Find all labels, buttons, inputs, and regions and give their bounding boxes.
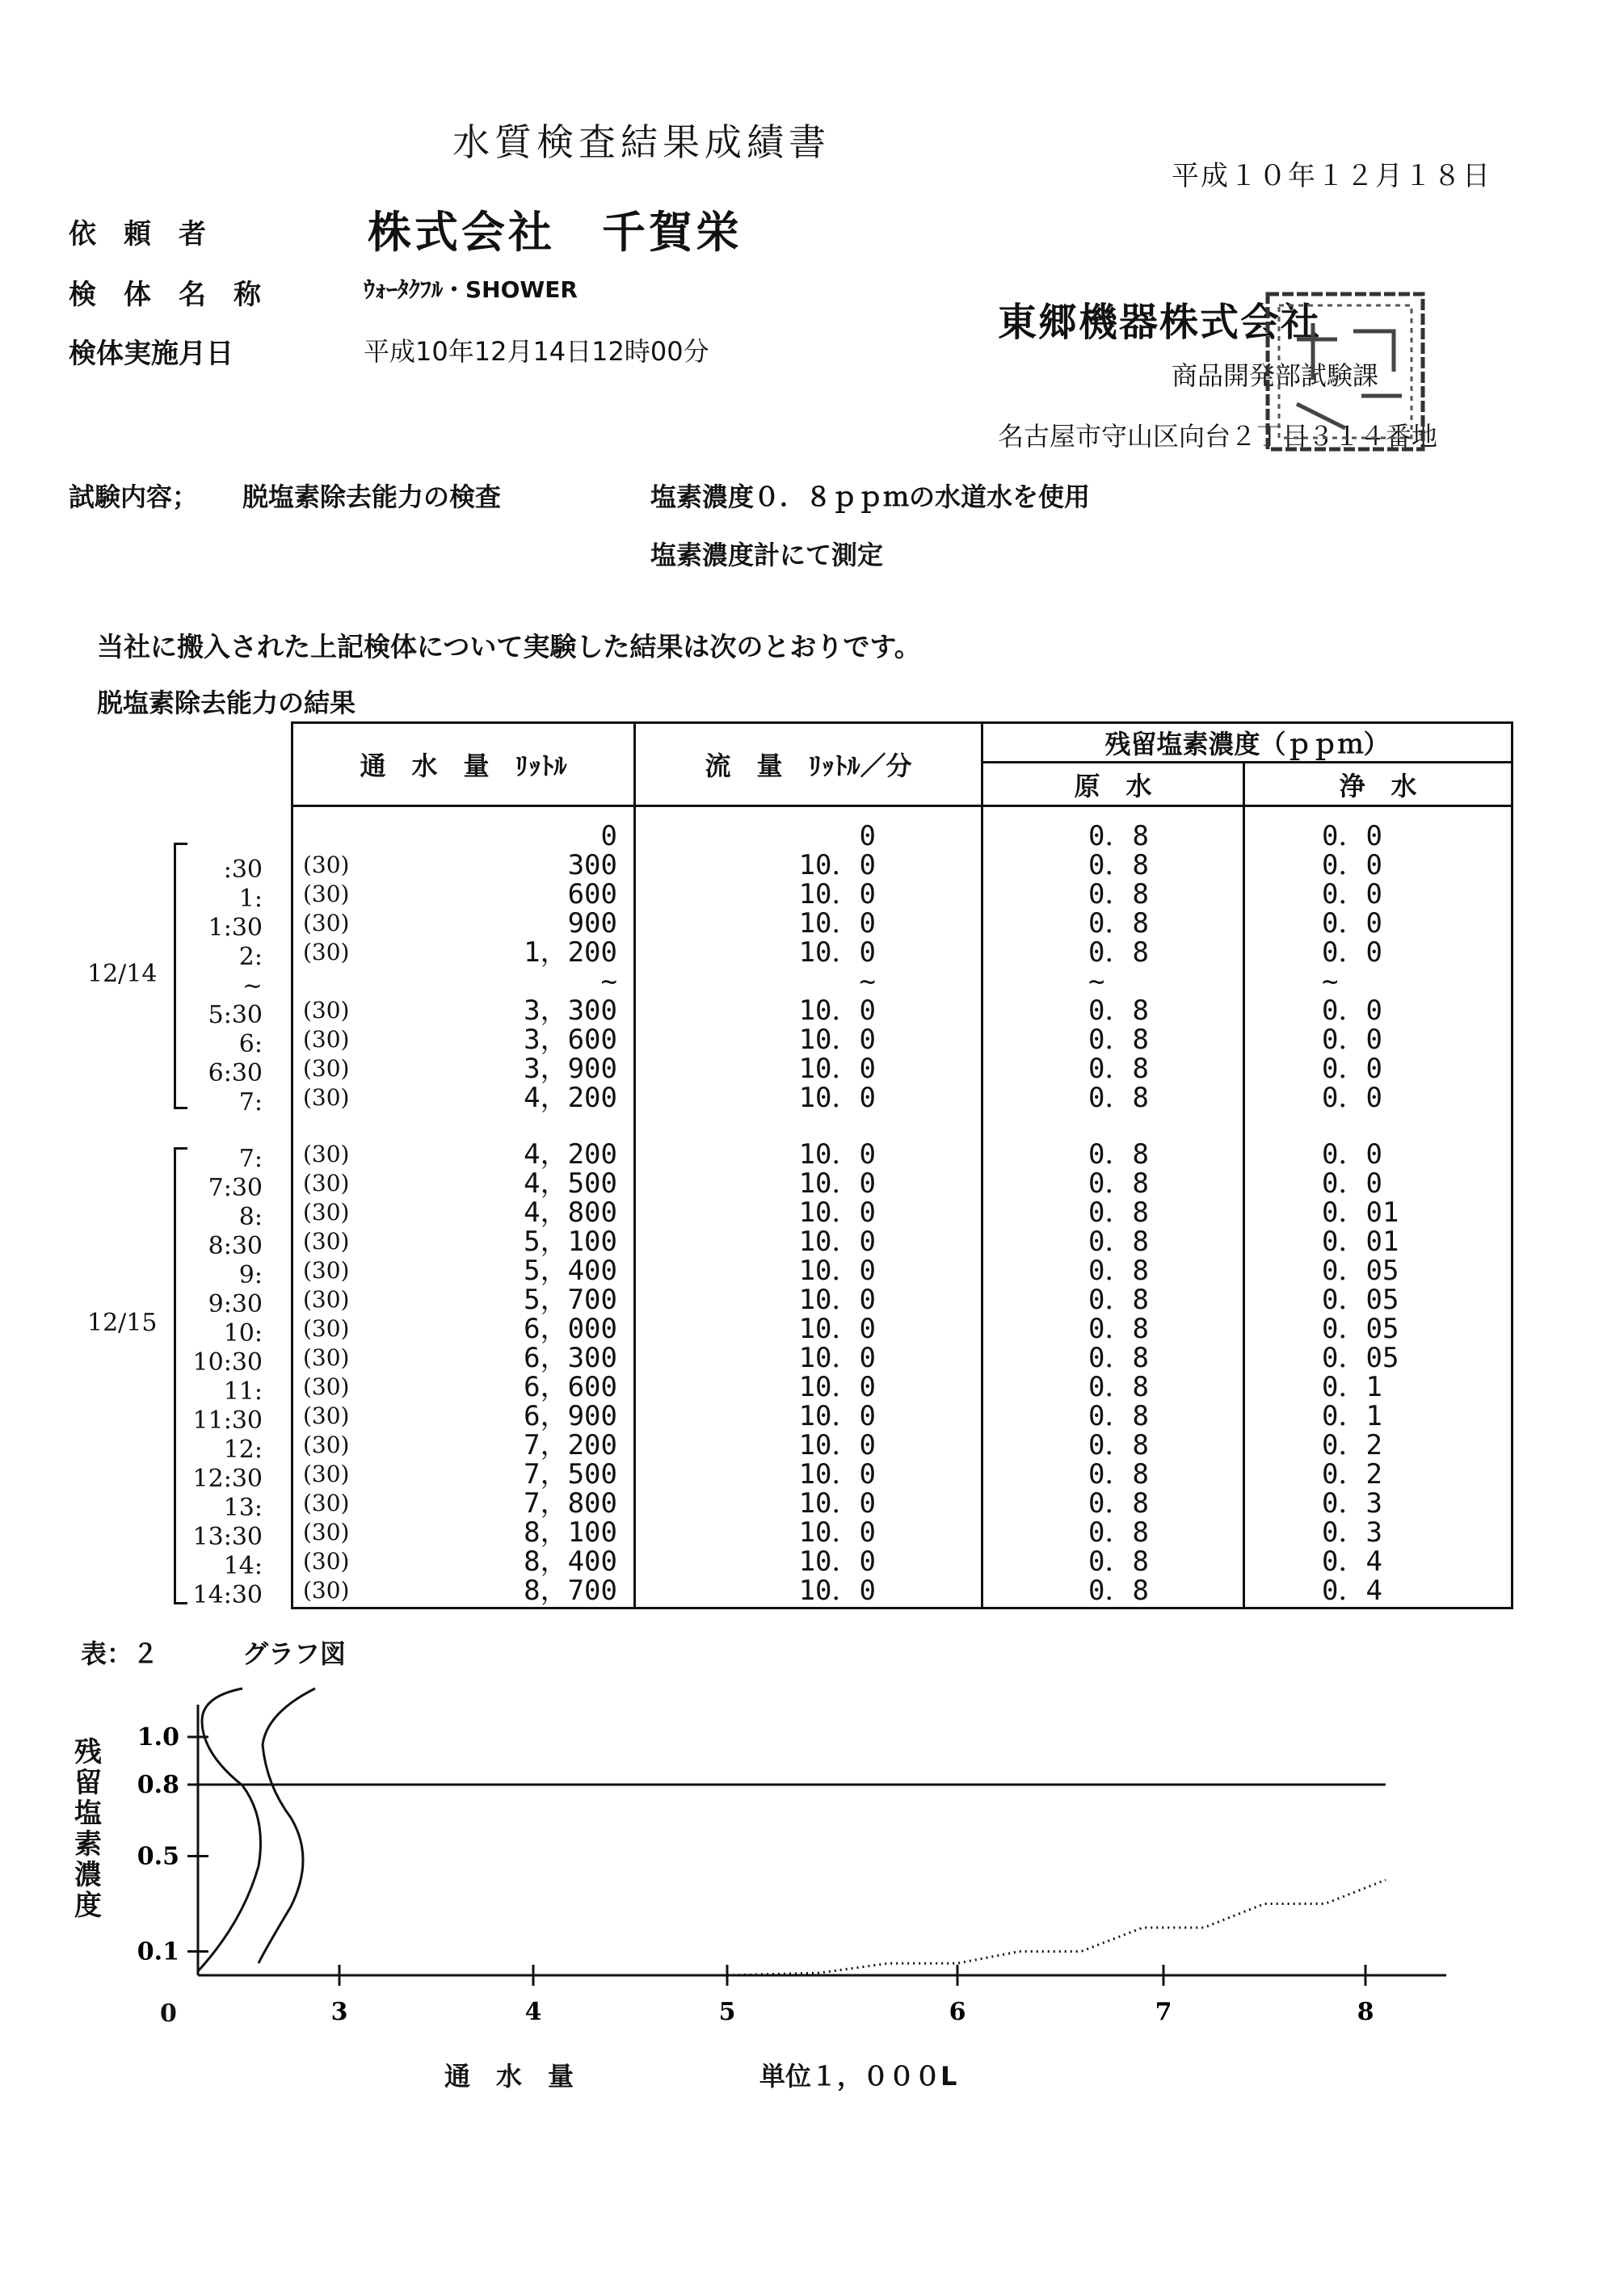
interval-cell: (30) (303, 910, 350, 936)
volume-cell: 4，800 (524, 1196, 617, 1229)
organization-name: 東郷機器株式会社 (998, 300, 1322, 345)
interval-cell: (30) (303, 1286, 350, 1313)
purified-cell: 0．3 (1322, 1516, 1382, 1549)
flow-column (636, 807, 981, 1607)
interval-cell: (30) (303, 1228, 350, 1255)
time-label: 10:30 (192, 1348, 263, 1377)
time-label: 13:30 (192, 1523, 263, 1551)
time-label: 6: (238, 1030, 263, 1058)
flow-cell: 10．0 (798, 1516, 876, 1549)
purified-water-line (727, 1880, 1386, 1975)
purified-cell: 0．0 (1322, 849, 1382, 881)
raw-cell: 0．8 (1088, 1082, 1149, 1114)
raw-cell: 0．8 (1088, 1342, 1149, 1374)
volume-cell: 600 (567, 878, 617, 910)
flow-cell: 10．0 (798, 1024, 876, 1056)
purified-cell: 0．2 (1322, 1458, 1382, 1491)
interval-cell: (30) (303, 1432, 350, 1458)
time-label: 7:30 (208, 1174, 263, 1202)
purified-cell: 0．0 (1322, 1082, 1382, 1114)
interval-cell: (30) (303, 1519, 350, 1545)
raw-cell: 0．8 (1088, 1226, 1149, 1258)
test-date-label: 検体実施月日 (69, 338, 234, 370)
flow-cell: 10．0 (798, 1371, 876, 1403)
issue-date: 平成１０年１２月１８日 (1172, 160, 1491, 192)
interval-cell: (30) (303, 1548, 350, 1575)
time-label: 8: (238, 1203, 263, 1231)
organization-department: 商品開発部試験課 (1172, 360, 1379, 391)
raw-cell: 0．8 (1088, 1024, 1149, 1056)
graph-caption: グラフ図 (242, 1638, 347, 1669)
x-tick-label: 4 (524, 1998, 542, 2026)
interval-cell: (30) (303, 1577, 350, 1604)
header-raw: 原 水 (982, 763, 1244, 806)
volume-cell: 4，200 (524, 1138, 617, 1171)
purified-cell: 0．0 (1322, 1053, 1382, 1085)
purified-cell: 0．05 (1322, 1342, 1399, 1374)
raw-cell: 0．8 (1088, 1516, 1149, 1549)
raw-cell: 0．8 (1088, 1313, 1149, 1345)
flow-cell: 10．0 (798, 878, 876, 910)
interval-cell: (30) (303, 1170, 350, 1196)
interval-cell: (30) (303, 852, 350, 878)
raw-cell: 0．8 (1088, 1458, 1149, 1491)
volume-cell: 5，100 (524, 1226, 617, 1258)
results-table (291, 721, 1513, 1609)
purified-cell: 0．0 (1322, 1024, 1382, 1056)
interval-cell: (30) (303, 1141, 350, 1167)
time-label: 12: (223, 1436, 263, 1464)
interval-cell: (30) (303, 1026, 350, 1053)
requester-label: 依 頼 者 (69, 218, 206, 250)
flow-cell: 10．0 (798, 1400, 876, 1432)
volume-cell: 5，400 (524, 1255, 617, 1287)
x-tick-label: 5 (718, 1998, 736, 2026)
raw-cell: 0．8 (1088, 936, 1149, 969)
interval-cell: (30) (303, 939, 350, 965)
purified-cell: 0．1 (1322, 1400, 1382, 1432)
volume-cell: 8，700 (524, 1575, 617, 1607)
purified-cell: 0．4 (1322, 1545, 1382, 1578)
time-label: 11: (223, 1377, 263, 1406)
raw-water-column (983, 807, 1243, 1607)
time-label: :30 (223, 856, 263, 884)
flow-cell: 0 (859, 820, 876, 852)
purified-cell: ~ (1322, 965, 1339, 998)
interval-cell: (30) (303, 1344, 350, 1371)
sample-label: 検 体 名 称 (69, 279, 261, 311)
volume-cell: 6，000 (524, 1313, 617, 1345)
purified-cell: 0．0 (1322, 936, 1382, 969)
interval-cell: (30) (303, 1084, 350, 1111)
test-content-value: 脱塩素除去能力の検査 (242, 481, 502, 512)
interval-cell: (30) (303, 1373, 350, 1400)
header-residual: 残留塩素濃度（ｐｐｍ） (982, 723, 1513, 763)
volume-cell: 300 (567, 849, 617, 881)
flow-cell: 10．0 (798, 907, 876, 940)
test-condition-1: 塩素濃度０．８ｐｐｍの水道水を使用 (650, 481, 1091, 512)
x-tick-label: 7 (1155, 1998, 1172, 2026)
test-condition-2: 塩素濃度計にて測定 (650, 540, 884, 570)
purified-cell: 0．0 (1322, 907, 1382, 940)
volume-cell: 8，100 (524, 1516, 617, 1549)
flow-cell: 10．0 (798, 1053, 876, 1085)
time-label: ~ (242, 972, 263, 1000)
interval-cell: (30) (303, 1055, 350, 1082)
raw-cell: 0．8 (1088, 878, 1149, 910)
time-label: 9:30 (208, 1290, 263, 1318)
purified-cell: 0．0 (1322, 820, 1382, 852)
raw-cell: ~ (1088, 965, 1105, 998)
volume-cell: 3，900 (524, 1053, 617, 1085)
document-title: 水質検査結果成績書 (452, 120, 831, 164)
time-label: 7: (238, 1088, 263, 1116)
volume-cell: 4，200 (524, 1082, 617, 1114)
purified-cell: 0．0 (1322, 995, 1382, 1027)
interval-cell: (30) (303, 1199, 350, 1226)
flow-cell: 10．0 (798, 1429, 876, 1461)
y-tick-label: 0.1 (137, 1937, 179, 1966)
time-label: 12:30 (192, 1465, 263, 1493)
organization-address: 名古屋市守山区向台２丁目３１４番地 (998, 421, 1438, 452)
flow-cell: 10．0 (798, 1313, 876, 1345)
result-statement: 当社に搬入された上記検体について実験した結果は次のとおりです。 (97, 631, 921, 662)
flow-cell: 10．0 (798, 1196, 876, 1229)
flow-cell: 10．0 (798, 1284, 876, 1316)
time-label: 1: (238, 885, 263, 913)
purified-cell: 0．0 (1322, 1167, 1382, 1200)
time-label: 11:30 (192, 1407, 263, 1435)
result-heading: 脱塩素除去能力の結果 (97, 688, 356, 718)
raw-cell: 0．8 (1088, 1429, 1149, 1461)
interval-cell: (30) (303, 1315, 350, 1342)
raw-cell: 0．8 (1088, 1167, 1149, 1200)
raw-cell: 0．8 (1088, 1053, 1149, 1085)
raw-cell: 0．8 (1088, 995, 1149, 1027)
volume-cell: 7，800 (524, 1487, 617, 1520)
day1-label: 12/14 (87, 960, 158, 988)
volume-cell: 6，600 (524, 1371, 617, 1403)
requester-value: 株式会社 千賀栄 (368, 207, 743, 258)
graph-unit: 単位１，０００L (759, 2061, 957, 2092)
volume-cell: 5，700 (524, 1284, 617, 1316)
flow-cell: 10．0 (798, 1487, 876, 1520)
time-label: 14:30 (192, 1581, 263, 1609)
interval-cell: (30) (303, 1490, 350, 1516)
flow-cell: 10．0 (798, 936, 876, 969)
flow-cell: 10．0 (798, 1342, 876, 1374)
raw-cell: 0．8 (1088, 1138, 1149, 1171)
x-tick-label: 8 (1357, 1998, 1374, 2026)
flow-cell: 10．0 (798, 1575, 876, 1607)
raw-cell: 0．8 (1088, 1371, 1149, 1403)
raw-cell: 0．8 (1088, 1545, 1149, 1578)
purified-cell: 0．01 (1322, 1196, 1399, 1229)
flow-cell: 10．0 (798, 1545, 876, 1578)
time-label: 14: (223, 1552, 263, 1580)
time-label: 9: (238, 1261, 263, 1289)
volume-cell: 3，300 (524, 995, 617, 1027)
flow-cell: 10．0 (798, 995, 876, 1027)
y-tick-label: 0.8 (137, 1771, 179, 1799)
header-flow: 流 量 ﾘｯﾄﾙ／分 (635, 723, 982, 806)
purified-cell: 0．3 (1322, 1487, 1382, 1520)
raw-cell: 0．8 (1088, 1196, 1149, 1229)
time-label: 7: (238, 1145, 263, 1173)
raw-cell: 0．8 (1088, 907, 1149, 940)
purified-cell: 0．2 (1322, 1429, 1382, 1461)
axis-break-curve (259, 1688, 315, 1963)
graph-caption-prefix: 表：２ (81, 1638, 159, 1669)
y-tick-label: 0.5 (137, 1842, 179, 1871)
time-label: 2: (238, 943, 263, 971)
time-label: 6:30 (208, 1059, 263, 1087)
raw-cell: 0．8 (1088, 820, 1149, 852)
raw-cell: 0．8 (1088, 1487, 1149, 1520)
flow-cell: 10．0 (798, 1226, 876, 1258)
test-content-label: 試験内容； (69, 481, 199, 512)
graph-origin: 0 (160, 2000, 177, 2028)
raw-cell: 0．8 (1088, 849, 1149, 881)
time-label: 8:30 (208, 1232, 263, 1260)
sample-value: ｳｫｰﾀｸﾌﾙ・SHOWER (364, 276, 578, 303)
test-date-value: 平成10年12月14日12時00分 (364, 336, 709, 367)
flow-cell: 10．0 (798, 849, 876, 881)
header-volume: 通 水 量 ﾘｯﾄﾙ (292, 723, 635, 806)
volume-column (293, 807, 633, 1607)
volume-cell: 3，600 (524, 1024, 617, 1056)
purified-cell: 0．01 (1322, 1226, 1399, 1258)
raw-cell: 0．8 (1088, 1284, 1149, 1316)
volume-cell: 7，200 (524, 1429, 617, 1461)
residual-chlorine-graph (0, 1664, 1624, 2068)
time-label: 1:30 (208, 914, 263, 942)
day2-label: 12/15 (87, 1309, 158, 1337)
graph-ylabel: 残留塩素濃度 (74, 1736, 102, 1922)
interval-cell: (30) (303, 1402, 350, 1429)
purified-cell: 0．1 (1322, 1371, 1382, 1403)
interval-cell: (30) (303, 1257, 350, 1284)
time-label: 13: (223, 1494, 263, 1522)
raw-cell: 0．8 (1088, 1400, 1149, 1432)
volume-cell: 8，400 (524, 1545, 617, 1578)
purified-cell: 0．05 (1322, 1313, 1399, 1345)
y-tick-label: 1.0 (137, 1723, 179, 1751)
interval-cell: (30) (303, 881, 350, 907)
purified-cell: 0．0 (1322, 1138, 1382, 1171)
time-label: 10: (223, 1319, 263, 1348)
purified-water-column (1245, 807, 1511, 1607)
purified-cell: 0．4 (1322, 1575, 1382, 1607)
flow-cell: 10．0 (798, 1167, 876, 1200)
flow-cell: 10．0 (798, 1138, 876, 1171)
flow-cell: 10．0 (798, 1255, 876, 1287)
volume-cell: 7，500 (524, 1458, 617, 1491)
flow-cell: 10．0 (798, 1082, 876, 1114)
raw-cell: 0．8 (1088, 1575, 1149, 1607)
volume-cell: ~ (600, 965, 617, 998)
purified-cell: 0．0 (1322, 878, 1382, 910)
x-tick-label: 6 (949, 1998, 966, 2026)
flow-cell: ~ (859, 965, 876, 998)
flow-cell: 10．0 (798, 1458, 876, 1491)
raw-cell: 0．8 (1088, 1255, 1149, 1287)
graph-xlabel: 通 水 量 (444, 2061, 574, 2092)
company-seal (1264, 291, 1426, 452)
time-label: 5:30 (208, 1001, 263, 1029)
volume-cell: 900 (567, 907, 617, 940)
volume-cell: 4，500 (524, 1167, 617, 1200)
purified-cell: 0．05 (1322, 1255, 1399, 1287)
header-purified: 浄 水 (1244, 763, 1513, 806)
interval-cell: (30) (303, 997, 350, 1024)
volume-cell: 6，900 (524, 1400, 617, 1432)
x-tick-label: 3 (330, 1998, 348, 2026)
purified-cell: 0．05 (1322, 1284, 1399, 1316)
volume-cell: 1，200 (524, 936, 617, 969)
volume-cell: 0 (600, 820, 617, 852)
volume-cell: 6，300 (524, 1342, 617, 1374)
interval-cell: (30) (303, 1461, 350, 1487)
axis-break-curve (198, 1688, 261, 1971)
